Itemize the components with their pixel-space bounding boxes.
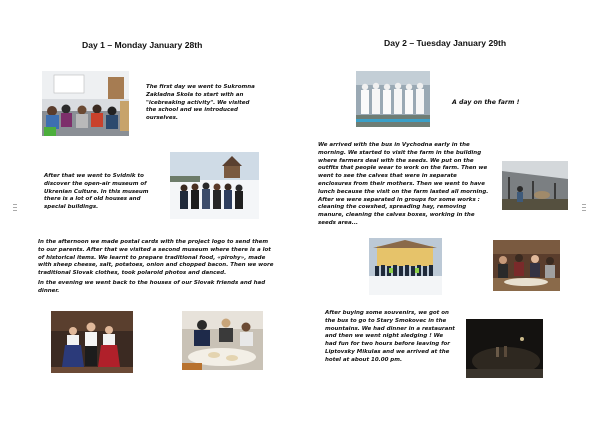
day2-paragraph-1: We arrived with the bus in Vychodna early in the morning. We started to visit the farm in the building where farmers deal with the seeds. We put on the outfits that people wear to work on the farm. Then we went to see the calves that were in separate enclosures from their mothers. Then we went to have lunch because the visit on the farm lasted all morning. After we were separated in groups for some works : cleaning the cowshed, spreading hay, removing manure, cleaning the calves boxes, working in the seeds area... — [318, 142, 489, 226]
photo-restaurant-dinner — [493, 240, 560, 291]
day1-title: Day 1 – Monday January 28th — [82, 40, 203, 50]
day1-paragraph-4: In the evening we went back to the houses of our Slovak friends and had dinner. — [38, 280, 266, 294]
page-divider-left — [13, 204, 17, 213]
day1-paragraph-3: In the afternoon we made postal cards with the project logo to send them to our parents. After that we visited a second museum where there is a lot of historical items. We learnt to prepare traditional food, «pirohy», made with sheep cheese, salt, potatoes, onion and chopped bacon. Then we wore traditional Slovak clothes, took polaroid photos and danced. — [38, 239, 274, 277]
photo-classroom — [42, 71, 129, 136]
photo-farm-group — [369, 238, 442, 295]
photo-open-air-museum — [170, 152, 259, 219]
day2-title: Day 2 – Tuesday January 29th — [384, 38, 507, 48]
page-divider-right — [582, 204, 586, 213]
photo-farm-outfits — [356, 71, 430, 127]
photo-night-sledging — [466, 319, 543, 378]
day1-paragraph-1: The first day we went to Sukromna Zakladna Skola to start with an "icebreaking activity". We visited the school and we introduced ourselves. — [146, 84, 255, 122]
day1-paragraph-2: After that we went to Svidnik to discover the open-air museum of Ukrenian Culture. In this museum there is a lot of old houses and special buildings. — [44, 173, 149, 211]
day2-paragraph-2: After buying some souvenirs, we got on the bus to go to Stary Smokovec in the mountains. We had dinner in a restaurant and then we went night sledging ! We had fun for two hours before leaving for Liptovsky Mikulas and we arrived at the hotel at about 10.00 pm. — [325, 310, 455, 363]
photo-traditional-clothes — [51, 311, 133, 373]
photo-cowshed — [502, 161, 568, 210]
photo-making-pirohy — [182, 311, 263, 370]
day2-subtitle: A day on the farm ! — [452, 99, 520, 106]
